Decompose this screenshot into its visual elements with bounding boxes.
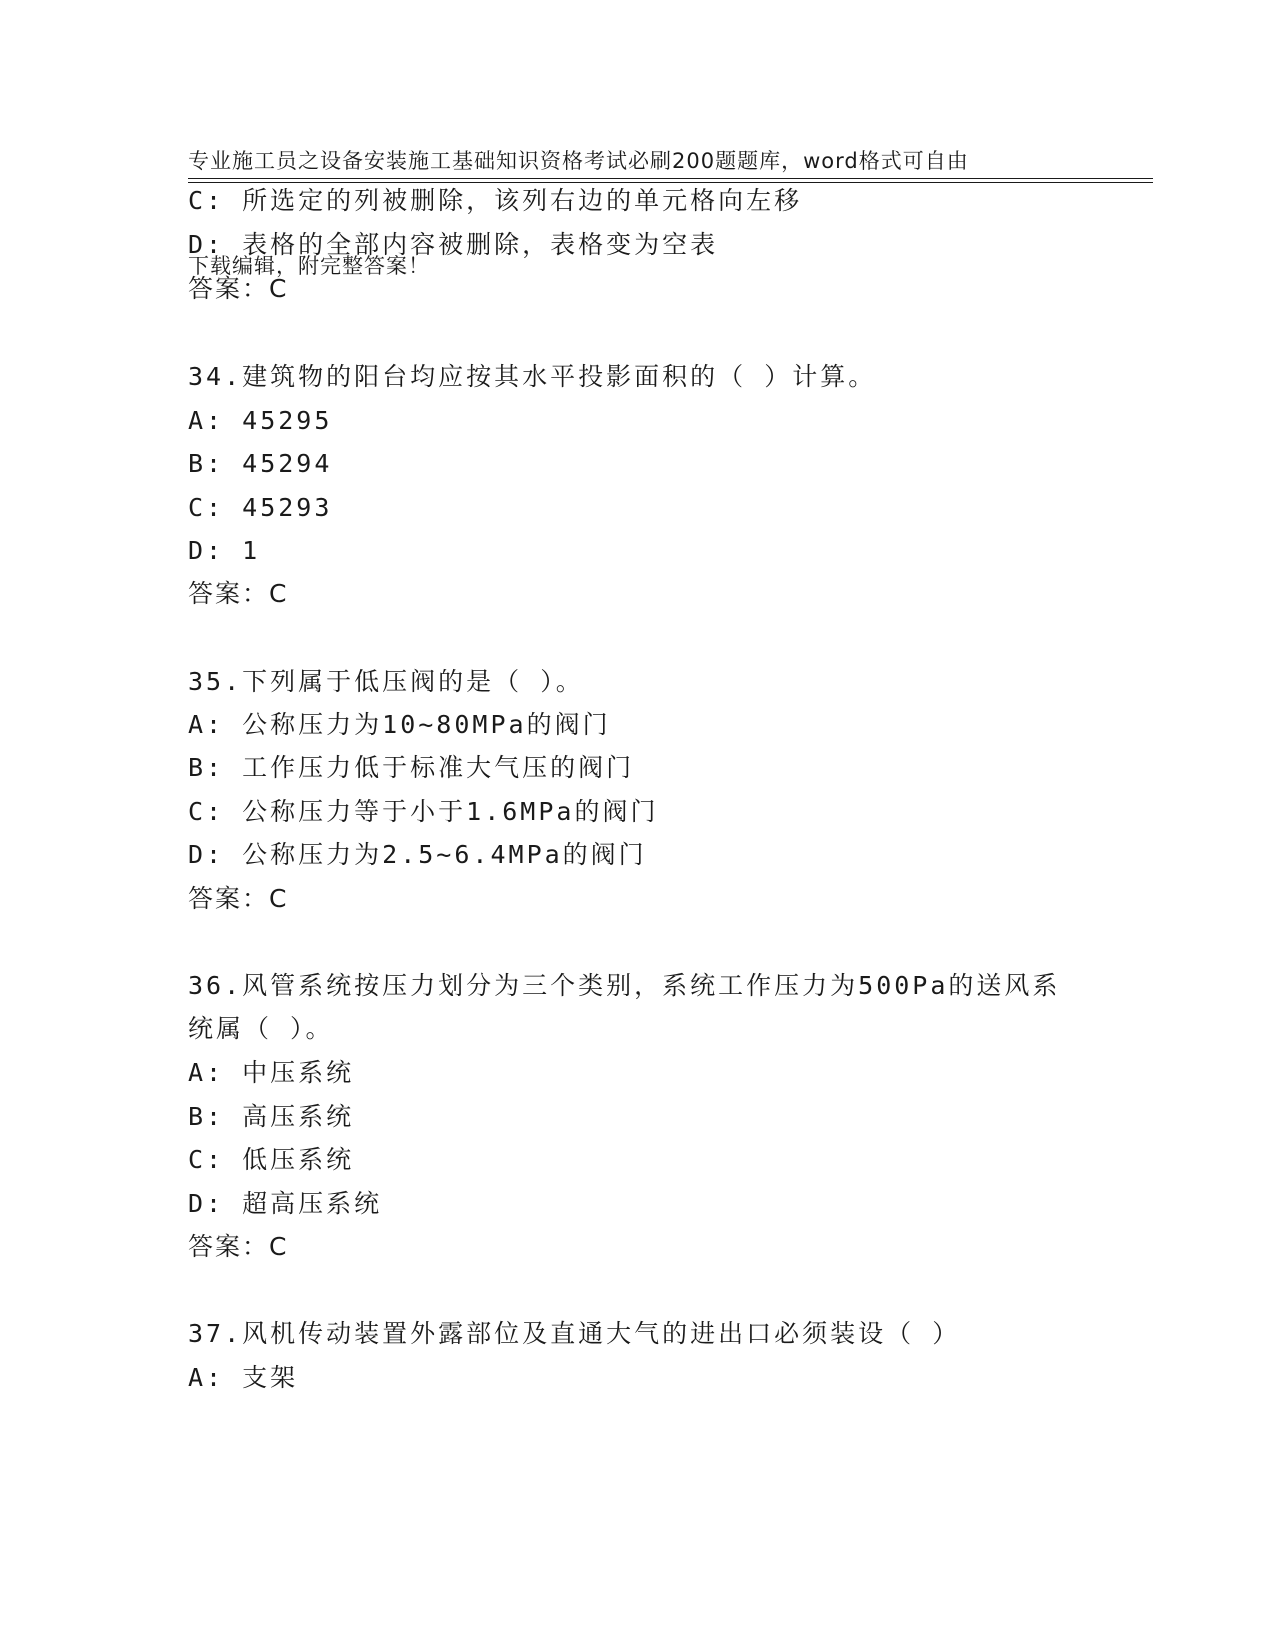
q34-answer: 答案：C — [188, 579, 289, 608]
header-title-line-1: 专业施工员之设备安装施工基础知识资格考试必刷200题题库，word格式可自由 — [188, 149, 969, 173]
q34-option-c: C: 45293 — [188, 493, 333, 522]
header-title-line-2: 下载编辑，附完整答案！ — [188, 254, 430, 278]
q35-answer: 答案：C — [188, 884, 289, 913]
q34-stem: 34.建筑物的阳台均应按其水平投影面积的（ ）计算。 — [188, 362, 877, 391]
q35-stem: 35.下列属于低压阀的是（ ）。 — [188, 667, 584, 696]
q35-option-b: B: 工作压力低于标准大气压的阀门 — [188, 753, 635, 782]
q34-option-a: A: 45295 — [188, 406, 333, 435]
q36-answer: 答案：C — [188, 1232, 289, 1261]
q37-option-a: A: 支架 — [188, 1363, 299, 1392]
q37-stem: 37.风机传动装置外露部位及直通大气的进出口必须装设（ ） — [188, 1319, 961, 1348]
q34-option-d: D: 1 — [188, 536, 261, 565]
q34-option-b: B: 45294 — [188, 449, 333, 478]
prev-question-option-c: C: 所选定的列被删除，该列右边的单元格向左移 — [188, 186, 803, 215]
q35-option-a: A: 公称压力为10~80MPa的阀门 — [188, 710, 611, 739]
q36-stem-line-1: 36.风管系统按压力划分为三个类别，系统工作压力为500Pa的送风系 — [188, 971, 1061, 1000]
q36-option-b: B: 高压系统 — [188, 1102, 355, 1131]
q35-option-c: C: 公称压力等于小于1.6MPa的阀门 — [188, 797, 659, 826]
q36-option-c: C: 低压系统 — [188, 1145, 355, 1174]
q36-stem-line-2: 统属（ ）。 — [188, 1014, 334, 1043]
prev-question-option-d: D: 表格的全部内容被删除，表格变为空表 — [188, 230, 719, 259]
prev-question-answer: 答案：C — [188, 274, 289, 303]
header-divider-top — [188, 178, 1153, 179]
q35-option-d: D: 公称压力为2.5~6.4MPa的阀门 — [188, 840, 647, 869]
q36-option-a: A: 中压系统 — [188, 1058, 355, 1087]
header-divider-bottom — [188, 182, 1153, 183]
q36-option-d: D: 超高压系统 — [188, 1189, 383, 1218]
